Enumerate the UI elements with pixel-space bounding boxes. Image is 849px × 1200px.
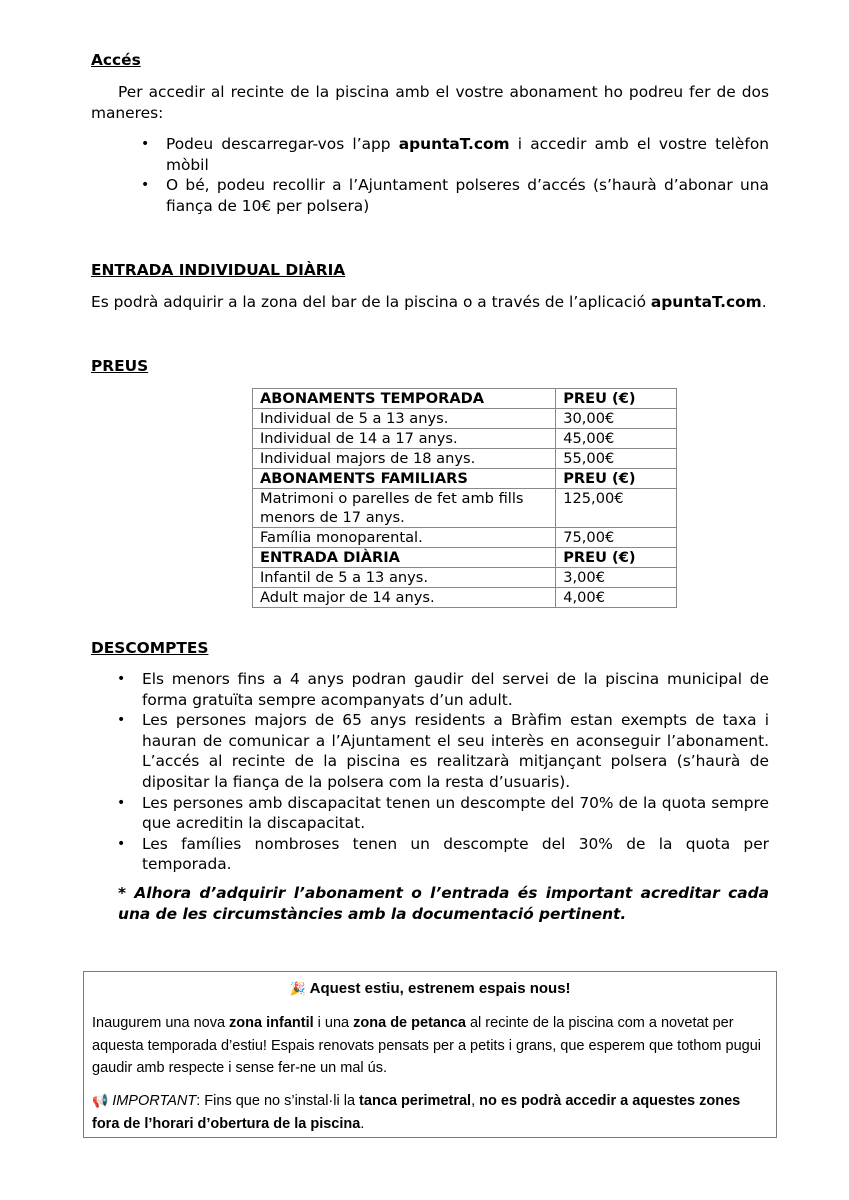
table-header-row (253, 469, 677, 489)
table-row (253, 489, 677, 528)
acces-intro: Per accedir al recinte de la piscina amb el vostre abonament ho podreu fer de dos maneres: (91, 83, 769, 122)
table-cell-price: 125,00€ (556, 489, 677, 528)
table-cell-label: Infantil de 5 a 13 anys. (253, 568, 556, 588)
table-cell-label: Individual de 14 a 17 anys. (253, 429, 556, 449)
table-header-row (253, 389, 677, 409)
table-cell-price: 4,00€ (556, 588, 677, 608)
table-cell-price: PREU (€) (556, 389, 677, 409)
notice-body: Inaugurem una nova zona infantil i una zona de petanca al recinte de la piscina com a novetat per aquesta temporada d’estiu! Espais renovats pensats per a petits i grans, que esperem que tothom pugui gaudir amb respecte i sense fer-ne un mal ús. (92, 1015, 762, 1076)
table-cell-label: ABONAMENTS TEMPORADA (253, 389, 556, 409)
list-item: • Els menors fins a 4 anys podran gaudir del servei de la piscina municipal de forma gratuïta sempre acompanyats d’un adult. (117, 670, 769, 709)
bullet-icon: • (117, 712, 126, 729)
acces-list (141, 134, 769, 216)
table-cell-price: 45,00€ (556, 429, 677, 449)
heading-acces: Accés (91, 51, 141, 69)
table-row (253, 449, 677, 469)
bullet-icon: • (117, 835, 126, 852)
heading-entrada: ENTRADA INDIVIDUAL DIÀRIA (91, 261, 346, 279)
important-label: IMPORTANT (112, 1092, 197, 1109)
heading-descomptes: DESCOMPTES (91, 639, 209, 657)
table-row (253, 588, 677, 608)
list-item: • Les famílies nombroses tenen un descompte del 30% de la quota per temporada. (117, 834, 769, 874)
price-table (252, 388, 677, 608)
section-descomptes (91, 638, 769, 925)
table-cell-price: 3,00€ (556, 568, 677, 588)
table-cell-price: 30,00€ (556, 409, 677, 429)
table-cell-label: Individual de 5 a 13 anys. (253, 409, 556, 429)
entrada-text: Es podrà adquirir a la zona del bar de la piscina o a través de l’aplicació apuntaT.com. (91, 293, 767, 311)
table-row (253, 409, 677, 429)
list-item: • Podeu descarregar-vos l’app apuntaT.com i accedir amb el vostre telèfon mòbil (141, 135, 769, 174)
app-name: apuntaT.com (398, 135, 510, 153)
table-cell-label: Adult major de 14 anys. (253, 588, 556, 608)
heading-preus: PREUS (91, 357, 149, 375)
notice-important: 📢 IMPORTANT: Fins que no s’instal·li la tanca perimetral, no es podrà accedir a aquestes zones fora de l’horari d’obertura de la piscina. (92, 1092, 741, 1132)
table-row (253, 429, 677, 449)
table-row (253, 528, 677, 548)
section-preus (91, 356, 769, 377)
table-cell-label: ENTRADA DIÀRIA (253, 548, 556, 568)
table-cell-label: Família monoparental. (253, 528, 556, 548)
table-row (253, 568, 677, 588)
notice-title: 🎉 Aquest estiu, estrenem espais nous! (289, 980, 571, 997)
list-item: • O bé, podeu recollir a l’Ajuntament polseres d’accés (s’haurà d’abonar una fiança de 10€ per polsera) (141, 176, 769, 215)
descomptes-note: * Alhora d’adquirir l’abonament o l’entrada és important acreditar cada una de les circumstàncies amb la documentació pertinent. (118, 883, 769, 923)
list-item: • Les persones majors de 65 anys residents a Bràfim estan exempts de taxa i hauran de comunicar a l’Ajuntament el seu interès en aconseguir l’abonament. L’accés al recinte de la piscina es realitzarà mitjançant polsera (s’haurà de dipositar la fiança de la polsera com la resta d’usuaris). (117, 711, 769, 791)
table-cell-label: Individual majors de 18 anys. (253, 449, 556, 469)
list-item: • Les persones amb discapacitat tenen un descompte del 70% de la quota sempre que acreditin la discapacitat. (117, 793, 769, 833)
app-name: apuntaT.com (650, 293, 762, 311)
table-cell-label: Matrimoni o parelles de fet amb fills menors de 17 anys. (253, 489, 556, 528)
table-header-row (253, 548, 677, 568)
descomptes-list (117, 669, 769, 875)
table-cell-price: 55,00€ (556, 449, 677, 469)
table-cell-label: ABONAMENTS FAMILIARS (253, 469, 556, 489)
section-entrada-individual (91, 260, 769, 313)
bullet-icon: • (141, 177, 150, 194)
table-cell-price: 75,00€ (556, 528, 677, 548)
section-acces (91, 50, 769, 216)
bullet-icon: • (117, 671, 126, 687)
table-cell-price: PREU (€) (556, 469, 677, 489)
megaphone-icon: 📢 (92, 1093, 109, 1109)
notice-box (83, 971, 777, 1138)
party-popper-icon: 🎉 (289, 982, 306, 997)
bullet-icon: • (141, 136, 150, 152)
table-cell-price: PREU (€) (556, 548, 677, 568)
bullet-icon: • (117, 794, 126, 811)
